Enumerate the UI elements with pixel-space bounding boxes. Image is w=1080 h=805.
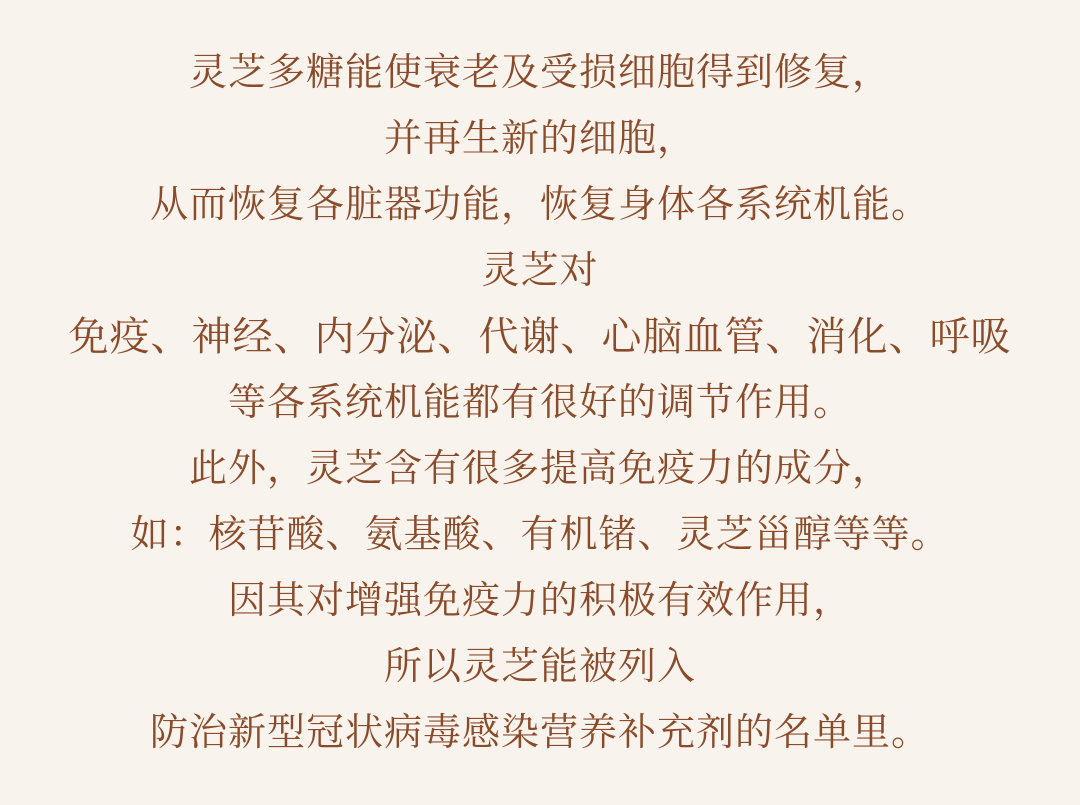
text-line: 防治新型冠状病毒感染营养补充剂的名单里。	[149, 712, 930, 754]
text-line: 免疫、神经、内分泌、代谢、心脑血管、消化、呼吸	[68, 315, 1012, 359]
text-line: 灵芝多糖能使衰老及受损细胞得到修复，	[188, 52, 891, 94]
text-line: 因其对增强免疫力的积极有效作用，	[227, 580, 852, 622]
text-line: 灵芝对	[481, 250, 599, 292]
article-text-block	[0, 40, 1080, 766]
text-line: 并再生新的细胞，	[383, 118, 696, 160]
text-line: 从而恢复各脏器功能，恢复身体各系统机能。	[149, 184, 930, 226]
text-line: 等各系统机能都有很好的调节作用。	[227, 382, 852, 424]
text-line: 如：核苷酸、氨基酸、有机锗、灵芝甾醇等等。	[130, 514, 950, 556]
text-line: 所以灵芝能被列入	[383, 646, 696, 688]
text-line: 此外，灵芝含有很多提高免疫力的成分，	[188, 448, 891, 490]
